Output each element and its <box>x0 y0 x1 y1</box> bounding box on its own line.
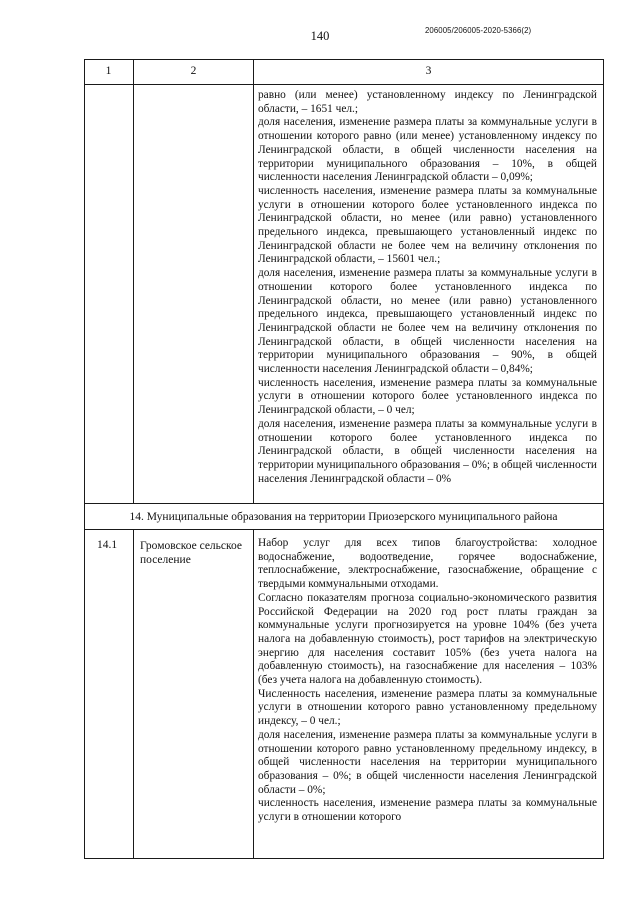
row-number: 14.1 <box>97 539 118 551</box>
paragraph: доля населения, изменение размера платы за коммунальные услуги в отношении которого равно (или менее) установленному индексу по Ленинградской области, в общей численности населения на территории муниципального образования – 10%, в общей численности населения Ленинградской области – 0,09%; <box>258 116 597 184</box>
column-divider-1 <box>133 59 134 503</box>
table-border-bottom <box>84 858 604 859</box>
paragraph: равно (или менее) установленному индексу по Ленинградской области, – 1651 чел.; <box>258 89 597 115</box>
column-header-3: 3 <box>425 65 432 77</box>
column-divider-2-lower <box>253 529 254 859</box>
row-description-text <box>258 537 597 825</box>
section-title: 14. Муниципальные образования на территории Приозерского муниципального района <box>129 511 558 523</box>
paragraph: численность населения, изменение размера платы за коммунальные услуги в отношении которого более установленного индекса по Ленинградской области, но менее (или равно) установленного предельного индекса, превышающего установленный индекс по Ленинградской области не более чем на величину отклонения по Ленинградской области, – 15601 чел.; <box>258 184 597 266</box>
column-divider-2 <box>253 59 254 503</box>
paragraph: численность населения, изменение размера платы за коммунальные услуги в отношении которого <box>258 797 597 824</box>
document-code: 206005/206005-2020-5366(2) <box>425 26 532 35</box>
table-border-left <box>84 59 85 859</box>
paragraph: Набор услуг для всех типов благоустройства: холодное водоснабжение, водоотведение, горячее водоснабжение, теплоснабжение, электроснабжение, газоснабжение, обращение с твердыми коммунальными отходами. <box>258 537 597 591</box>
column-header-1: 1 <box>105 65 112 77</box>
paragraph: доля населения, изменение размера платы за коммунальные услуги в отношении которого равно установленному предельному индексу, в общей численности населения на территории муниципального образования – 0%; в общей численности населения Ленинградской области – 0%; <box>258 728 597 796</box>
paragraph: Согласно показателям прогноза социально-экономического развития Российской Федерации на 2020 год рост платы граждан за коммунальные услуги прогнозируется на уровне 104% (без учета налога на добавленную стоимость), рост тарифов на электрическую энергию для населения составит 105% (без учета налога на добавленную стоимость), на газоснабжение для населения – 103% (без учета налога на добавленную стоимость). <box>258 591 597 687</box>
page-number: 140 <box>310 29 330 43</box>
paragraph: численность населения, изменение размера платы за коммунальные услуги в отношении которого более установленного индекса по Ленинградской области, – 0 чел; <box>258 376 597 417</box>
paragraph: доля населения, изменение размера платы за коммунальные услуги в отношении которого более установленного индекса по Ленинградской области, но менее (или равно) установленного предельного индекса, превышающего установленный индекс по Ленинградской области не более чем на величину отклонения по Ленинградской области, в общей численности населения на территории муниципального образования – 90%, в общей численности населения Ленинградской области – 0,84%; <box>258 267 597 376</box>
table-border-right <box>603 59 604 859</box>
section-row-bottom <box>84 529 604 530</box>
continuation-cell-text <box>258 89 597 486</box>
paragraph: доля населения, изменение размера платы за коммунальные услуги в отношении которого более установленного индекса по Ленинградской области, в общей численности населения на территории муниципального образования – 0%; в общей численности населения Ленинградской области – 0% <box>258 417 597 485</box>
table-border-top <box>84 59 604 60</box>
municipality-name: Громовское сельское поселение <box>140 540 243 566</box>
column-header-2: 2 <box>190 65 197 77</box>
header-row-divider <box>84 84 604 85</box>
column-divider-1-lower <box>133 529 134 859</box>
section-row-top <box>84 503 604 504</box>
paragraph: Численность населения, изменение размера платы за коммунальные услуги в отношении которого равно установленному предельному индексу, – 0 чел.; <box>258 687 597 728</box>
